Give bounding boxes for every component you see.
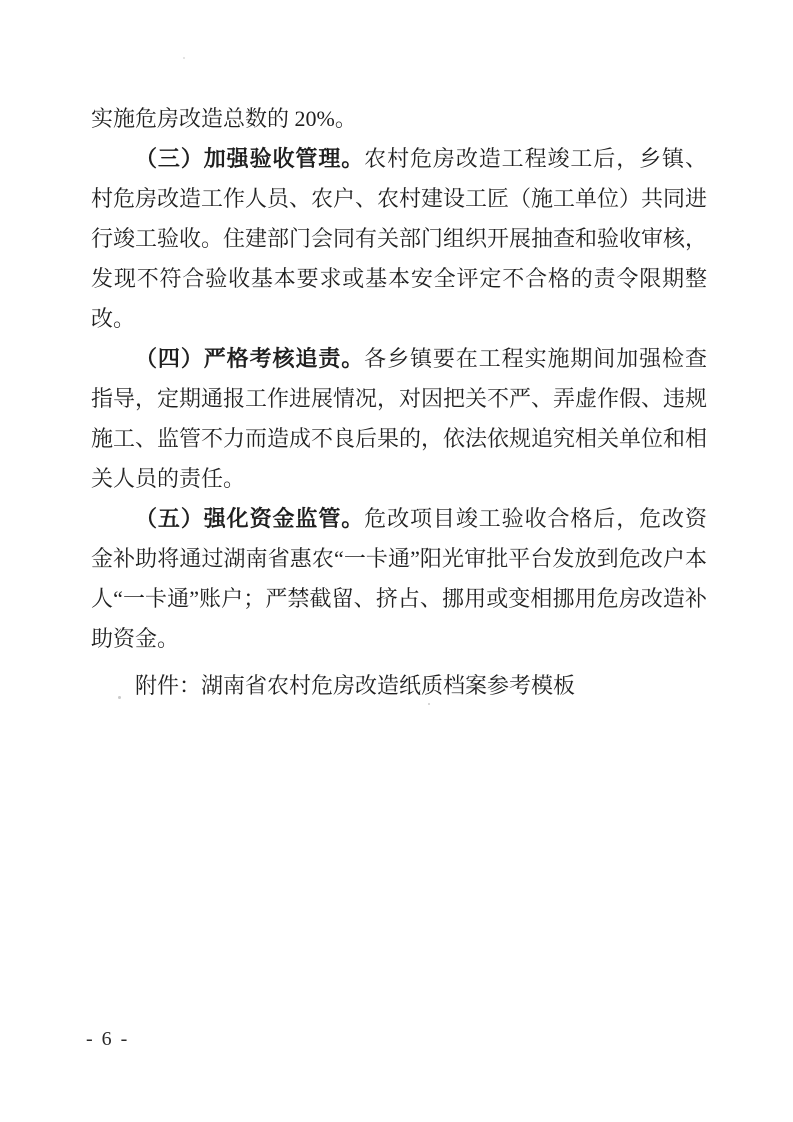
- scan-speck: [118, 696, 121, 699]
- paragraph-section-5: [91, 499, 707, 659]
- paragraph-text: 各乡镇要在工程实施期间加强检查指导，定期通报工作进展情况，对因把关不严、弄虚作假、违规施工、监管不力而造成不良后果的，依法依规追究相关单位和相关人员的责任。: [91, 346, 708, 491]
- paragraph-text: 危改项目竣工验收合格后，危改资金补助将通过湖南省惠农“一卡通”阳光审批平台发放到危改户本人“一卡通”账户；严禁截留、挤占、挪用或变相挪用危房改造补助资金。: [91, 506, 707, 651]
- section-5-heading: （五）强化资金监管。: [135, 506, 365, 531]
- attachment-title: 湖南省农村危房改造纸质档案参考模板: [201, 673, 576, 698]
- paragraph-text: 实施危房改造总数的 20%。: [91, 106, 357, 131]
- document-body: [91, 99, 707, 706]
- section-3-heading: （三）加强验收管理。: [135, 146, 365, 171]
- paragraph-section-4: [91, 339, 707, 499]
- paragraph-section-3: [91, 139, 707, 339]
- scan-speck: [183, 57, 185, 59]
- attachment-label: 附件：: [135, 673, 202, 698]
- paragraph-attachment: [91, 666, 707, 706]
- paragraph-continuation: [91, 99, 707, 139]
- scan-speck: [428, 703, 430, 705]
- section-4-heading: （四）严格考核追责。: [135, 346, 365, 371]
- paragraph-text: 农村危房改造工程竣工后，乡镇、村危房改造工作人员、农户、农村建设工匠（施工单位）共同进行竣工验收。住建部门会同有关部门组织开展抽查和验收审核，发现不符合验收基本要求或基本安全评定不合格的责令限期整改。: [91, 146, 708, 331]
- page-number: - 6 -: [86, 1028, 130, 1050]
